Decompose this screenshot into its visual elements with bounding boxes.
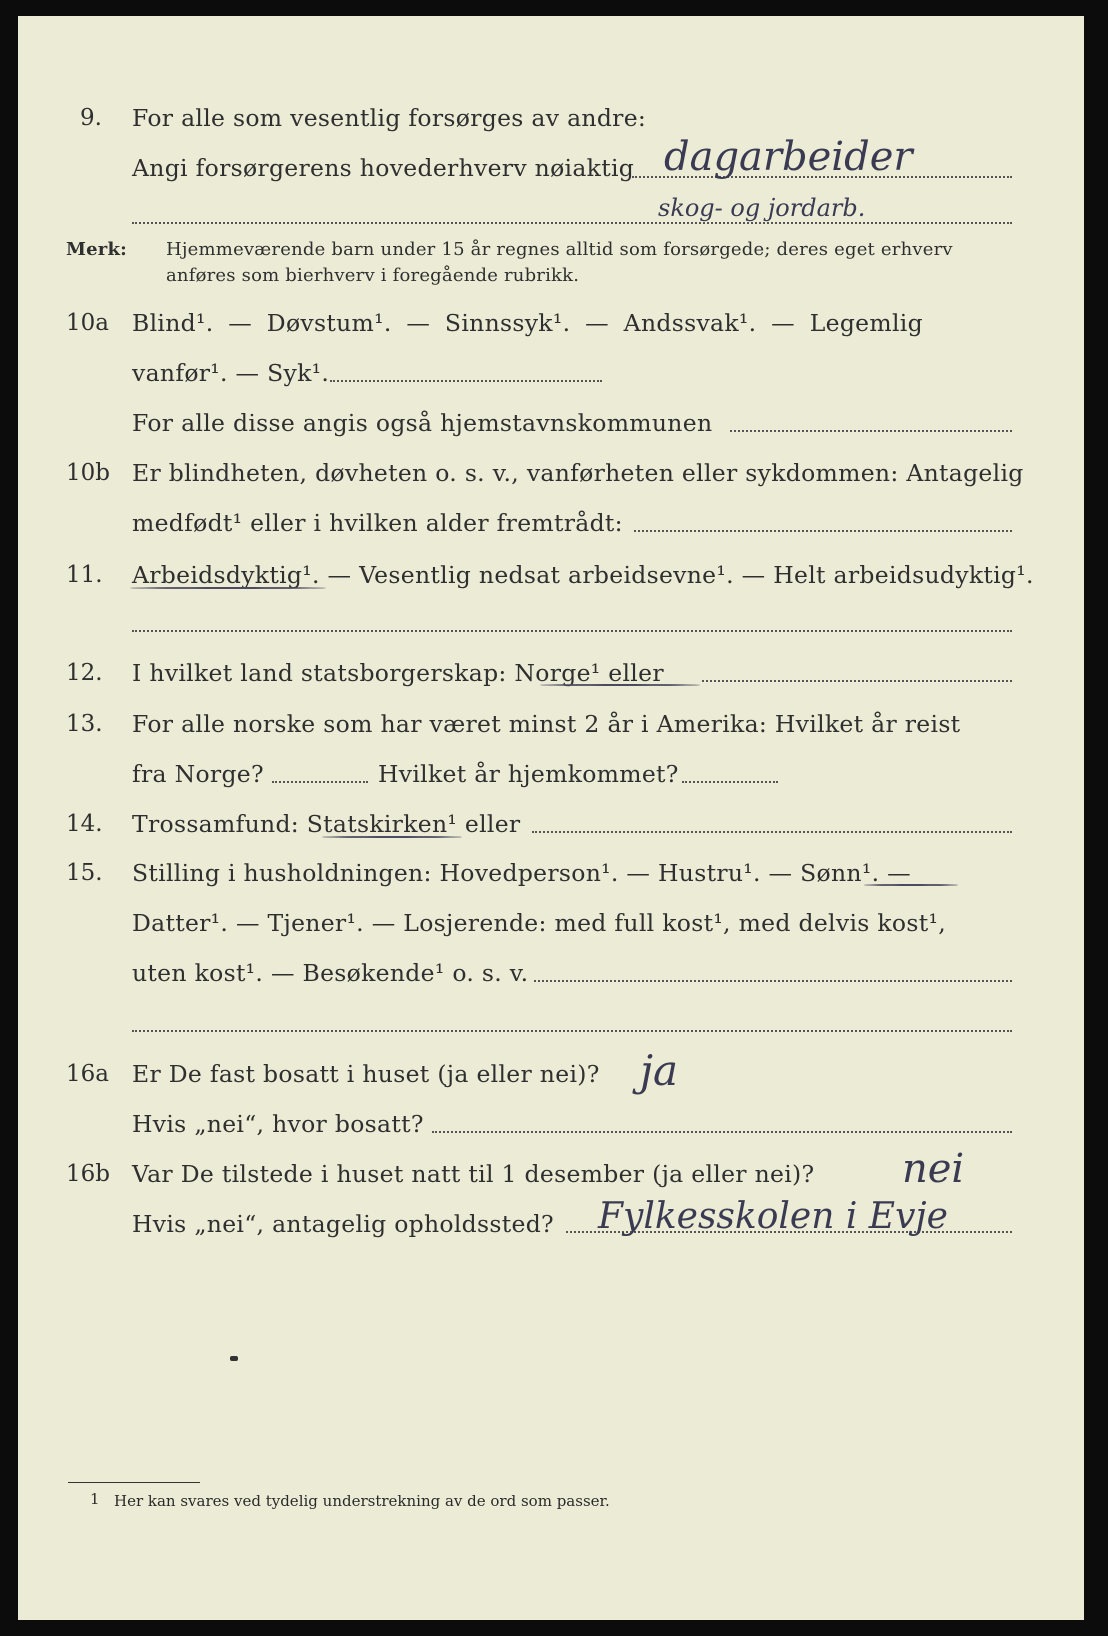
q11-number: 11. <box>66 562 103 588</box>
q15-line3: uten kost¹. — Besøkende¹ o. s. v. <box>132 959 529 987</box>
q9-handwritten-answer: dagarbeider <box>664 134 913 180</box>
q11-line1: Arbeidsdyktig¹. — Vesentlig nedsat arbeidsevne¹. — Helt arbeidsudyktig¹. <box>132 561 1034 589</box>
footnote-rule <box>68 1482 200 1483</box>
note-label: Merk: <box>66 239 127 260</box>
q16b-number: 16b <box>66 1161 110 1187</box>
q9-line2: Angi forsørgerens hovederhverv nøiaktig <box>132 154 635 182</box>
q16a-number: 16a <box>66 1061 109 1087</box>
q10a-number: 10a <box>66 310 109 336</box>
ink-spot <box>230 1356 238 1361</box>
q13-answer-line2 <box>682 781 778 783</box>
q12-underline-mark <box>540 684 700 686</box>
q14-line1: Trossamfund: Statskirken¹ eller <box>132 810 521 838</box>
q16b-line2: Hvis „nei“, antagelig opholdssted? <box>132 1210 554 1238</box>
q9-line1: For alle som vesentlig forsørges av andre: <box>132 104 647 132</box>
q9-answer-line2 <box>132 222 1012 224</box>
q15-line1: Stilling i husholdningen: Hovedperson¹. — Hustru¹. — Sønn¹. — <box>132 859 911 887</box>
q12-line1: I hvilket land statsborgerskap: Norge¹ eller <box>132 659 664 687</box>
census-form-page <box>18 16 1084 1620</box>
note-line2: anføres som bierhverv i foregående rubrikk. <box>166 265 580 286</box>
q10a-line1: Blind¹. — Døvstum¹. — Sinnssyk¹. — Andssvak¹. — Legemlig <box>132 309 923 337</box>
q16a-answer-line <box>432 1131 1012 1133</box>
q15-line2: Datter¹. — Tjener¹. — Losjerende: med full kost¹, med delvis kost¹, <box>132 909 946 937</box>
q16b-handwritten-answer: nei <box>902 1146 965 1192</box>
q13-number: 13. <box>66 711 103 737</box>
q10b-line1: Er blindheten, døvheten o. s. v., vanførheten eller sykdommen: Antagelig <box>132 459 1024 487</box>
q15-answer-line2 <box>132 1030 1012 1032</box>
q11-answer-line <box>132 630 1012 632</box>
q16a-line2: Hvis „nei“, hvor bosatt? <box>132 1110 424 1138</box>
q10a-answer-line <box>330 380 602 382</box>
q14-number: 14. <box>66 811 103 837</box>
q15-answer-line <box>534 980 1012 982</box>
q10b-answer-line <box>634 530 1012 532</box>
footnote-mark: 1 <box>90 1490 100 1508</box>
q13-answer-line <box>272 781 368 783</box>
q16b-handwritten-answer2: Fylkesskolen i Evje <box>598 1196 948 1237</box>
q15-number: 15. <box>66 860 103 886</box>
q13-line2a: fra Norge? <box>132 760 264 788</box>
q10a-line3: For alle disse angis også hjemstavnskommunen <box>132 409 713 437</box>
q10a-line2: vanfør¹. — Syk¹. <box>132 359 330 387</box>
q16b-line1: Var De tilstede i huset natt til 1 desember (ja eller nei)? <box>132 1160 815 1188</box>
footnote-text: Her kan svares ved tydelig understrekning av de ord som passer. <box>114 1492 610 1510</box>
q12-answer-line <box>702 680 1012 682</box>
q15-underline-mark <box>864 884 958 886</box>
q14-answer-line <box>532 831 1012 833</box>
q10a-answer-line2 <box>730 430 1012 432</box>
q9-handwritten-answer2: skog- og jordarb. <box>658 194 866 222</box>
q13-line1: For alle norske som har været minst 2 år i Amerika: Hvilket år reist <box>132 710 961 738</box>
q13-line2b: Hvilket år hjemkommet? <box>378 760 679 788</box>
q11-underline-mark <box>130 587 326 589</box>
q10b-line2: medfødt¹ eller i hvilken alder fremtrådt: <box>132 509 623 537</box>
q12-number: 12. <box>66 660 103 686</box>
q9-number: 9. <box>80 105 102 131</box>
q14-underline-mark <box>322 836 462 838</box>
q10b-number: 10b <box>66 460 110 486</box>
q16a-line1: Er De fast bosatt i huset (ja eller nei)? <box>132 1060 600 1088</box>
note-line1: Hjemmeværende barn under 15 år regnes alltid som forsørgede; deres eget erhverv <box>166 239 953 260</box>
q16a-handwritten-answer: ja <box>640 1046 679 1095</box>
